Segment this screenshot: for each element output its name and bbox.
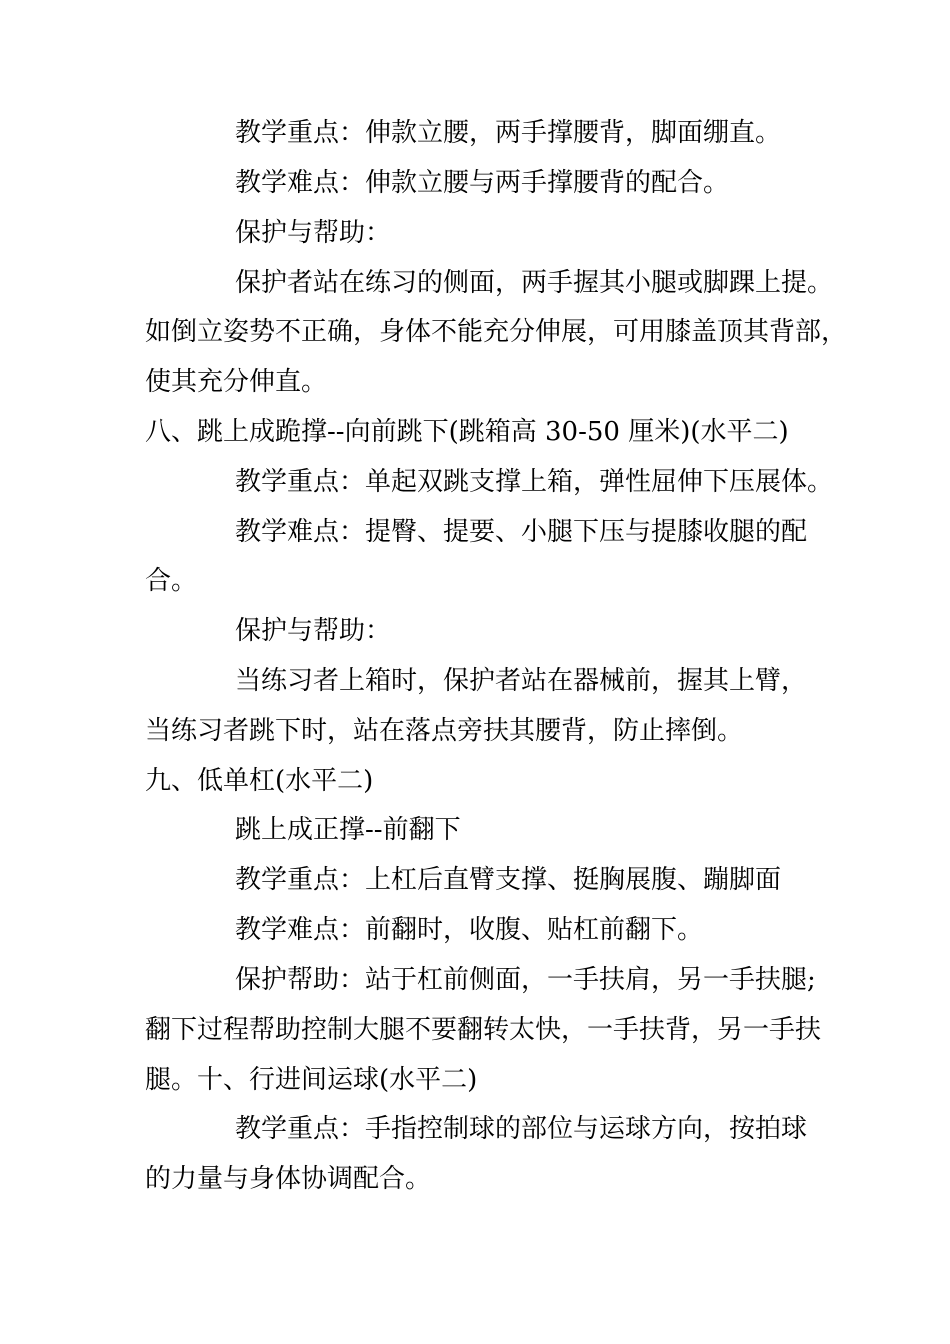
text-line: 翻下过程帮助控制大腿不要翻转太快，一手扶背，另一手扶 bbox=[145, 1015, 822, 1045]
section-heading: 八、跳上成跪撑--向前跳下(跳箱高 30-50 厘米)(水平二) bbox=[145, 417, 789, 447]
text-line: 腿。十、行进间运球(水平二) bbox=[145, 1065, 478, 1095]
section-heading: 九、低单杠(水平二) bbox=[145, 766, 374, 796]
text-line: 教学重点：单起双跳支撑上箱，弹性屈伸下压展体。 bbox=[235, 467, 834, 497]
text-line: 的力量与身体协调配合。 bbox=[145, 1164, 432, 1194]
text-line: 教学重点：上杠后直臂支撑、挺胸展腹、蹦脚面 bbox=[235, 865, 782, 895]
text-line: 如倒立姿势不正确，身体不能充分伸展，可用膝盖顶其背部， bbox=[145, 317, 848, 347]
text-line: 当练习者跳下时，站在落点旁扶其腰背，防止摔倒。 bbox=[145, 716, 744, 746]
text-line: 教学难点：提臀、提要、小腿下压与提膝收腿的配 bbox=[235, 517, 808, 547]
text-line: 跳上成正撑--前翻下 bbox=[235, 815, 461, 845]
text-line: 保护与帮助： bbox=[235, 616, 392, 646]
text-line: 保护者站在练习的侧面，两手握其小腿或脚踝上提。 bbox=[235, 268, 834, 298]
text-line: 教学难点：前翻时，收腹、贴杠前翻下。 bbox=[235, 915, 704, 945]
text-line: 教学难点：伸款立腰与两手撑腰背的配合。 bbox=[235, 168, 730, 198]
text-line: 合。 bbox=[145, 566, 198, 596]
text-line: 保护帮助：站于杠前侧面，一手扶肩，另一手扶腿; bbox=[235, 965, 816, 995]
text-line: 教学重点：伸款立腰，两手撑腰背，脚面绷直。 bbox=[235, 118, 782, 148]
text-line: 保护与帮助： bbox=[235, 218, 392, 248]
text-line: 教学重点：手指控制球的部位与运球方向，按拍球 bbox=[235, 1114, 808, 1144]
text-line: 当练习者上箱时，保护者站在器械前，握其上臂， bbox=[235, 666, 808, 696]
text-line: 使其充分伸直。 bbox=[145, 367, 328, 397]
